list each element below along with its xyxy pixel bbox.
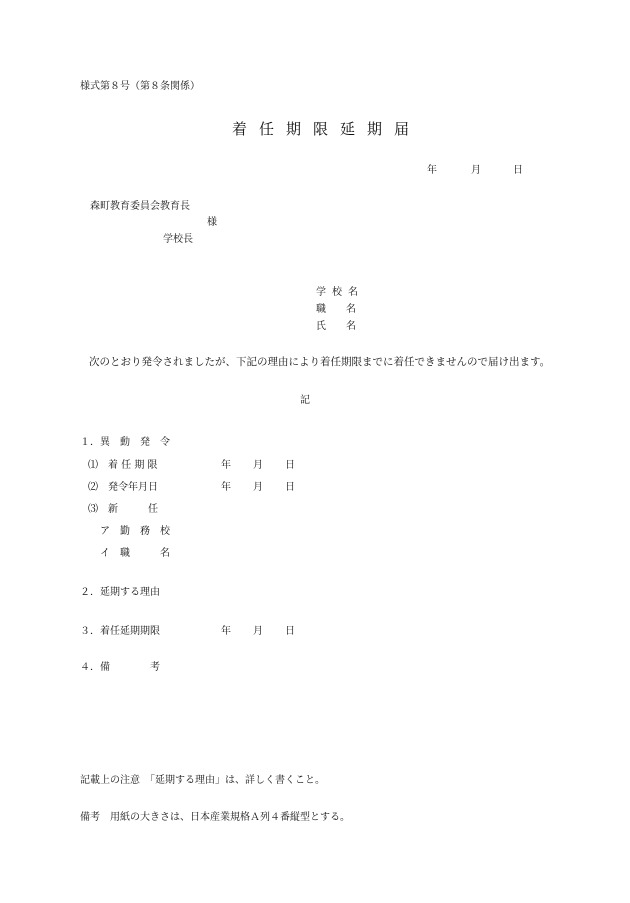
sub1-day: 日 (285, 460, 295, 471)
form-number: 様式第８号（第８条関係） (80, 81, 200, 92)
sub1-label: ⑴ 着 任 期 限 (88, 460, 158, 471)
sub3-label: ⑶ 新 任 (88, 504, 158, 515)
item4-label: ４．備 考 (80, 662, 160, 673)
sub2-label: ⑵ 発令年月日 (88, 482, 158, 493)
sub1-year: 年 (221, 460, 231, 471)
sender-school-name-label: 学校名 (316, 287, 364, 298)
body-text: 次のとおり発令されましたが、下記の理由により着任期限までに着任できませんので届け出ます。 (89, 356, 551, 368)
sub2-day: 日 (285, 482, 295, 493)
sender-position-label: 職 名 (316, 304, 356, 315)
item3-label: ３．着任延期期限 (80, 626, 160, 637)
item1-label: １．異 動 発 令 (80, 437, 170, 448)
item2-label: ２．延期する理由 (80, 587, 160, 598)
item3-day: 日 (285, 626, 295, 637)
addressee-line2: 学校長 (163, 234, 193, 245)
addressee-line1: 森町教育委員会教育長 (90, 201, 190, 212)
item3-month: 月 (253, 626, 263, 637)
addressee-honorific: 様 (207, 217, 217, 228)
sub3a-label: ア 勤 務 校 (100, 526, 170, 537)
sub3b-label: イ 職 名 (100, 548, 170, 559)
document-title: 着任期限延期届 (232, 120, 422, 138)
sub2-month: 月 (253, 482, 263, 493)
remark-note: 備考 用紙の大きさは、日本産業規格Ａ列４番縦型とする。 (80, 812, 350, 823)
date-year-label: 年 (427, 165, 437, 176)
sender-name-label: 氏 名 (316, 321, 356, 332)
date-month-label: 月 (471, 165, 481, 176)
ki-heading: 記 (300, 395, 310, 406)
caution-note: 記載上の注意 「延期する理由」は、詳しく書くこと。 (80, 775, 325, 786)
sub1-month: 月 (253, 460, 263, 471)
date-day-label: 日 (513, 165, 523, 176)
item3-year: 年 (221, 626, 231, 637)
sub2-year: 年 (221, 482, 231, 493)
